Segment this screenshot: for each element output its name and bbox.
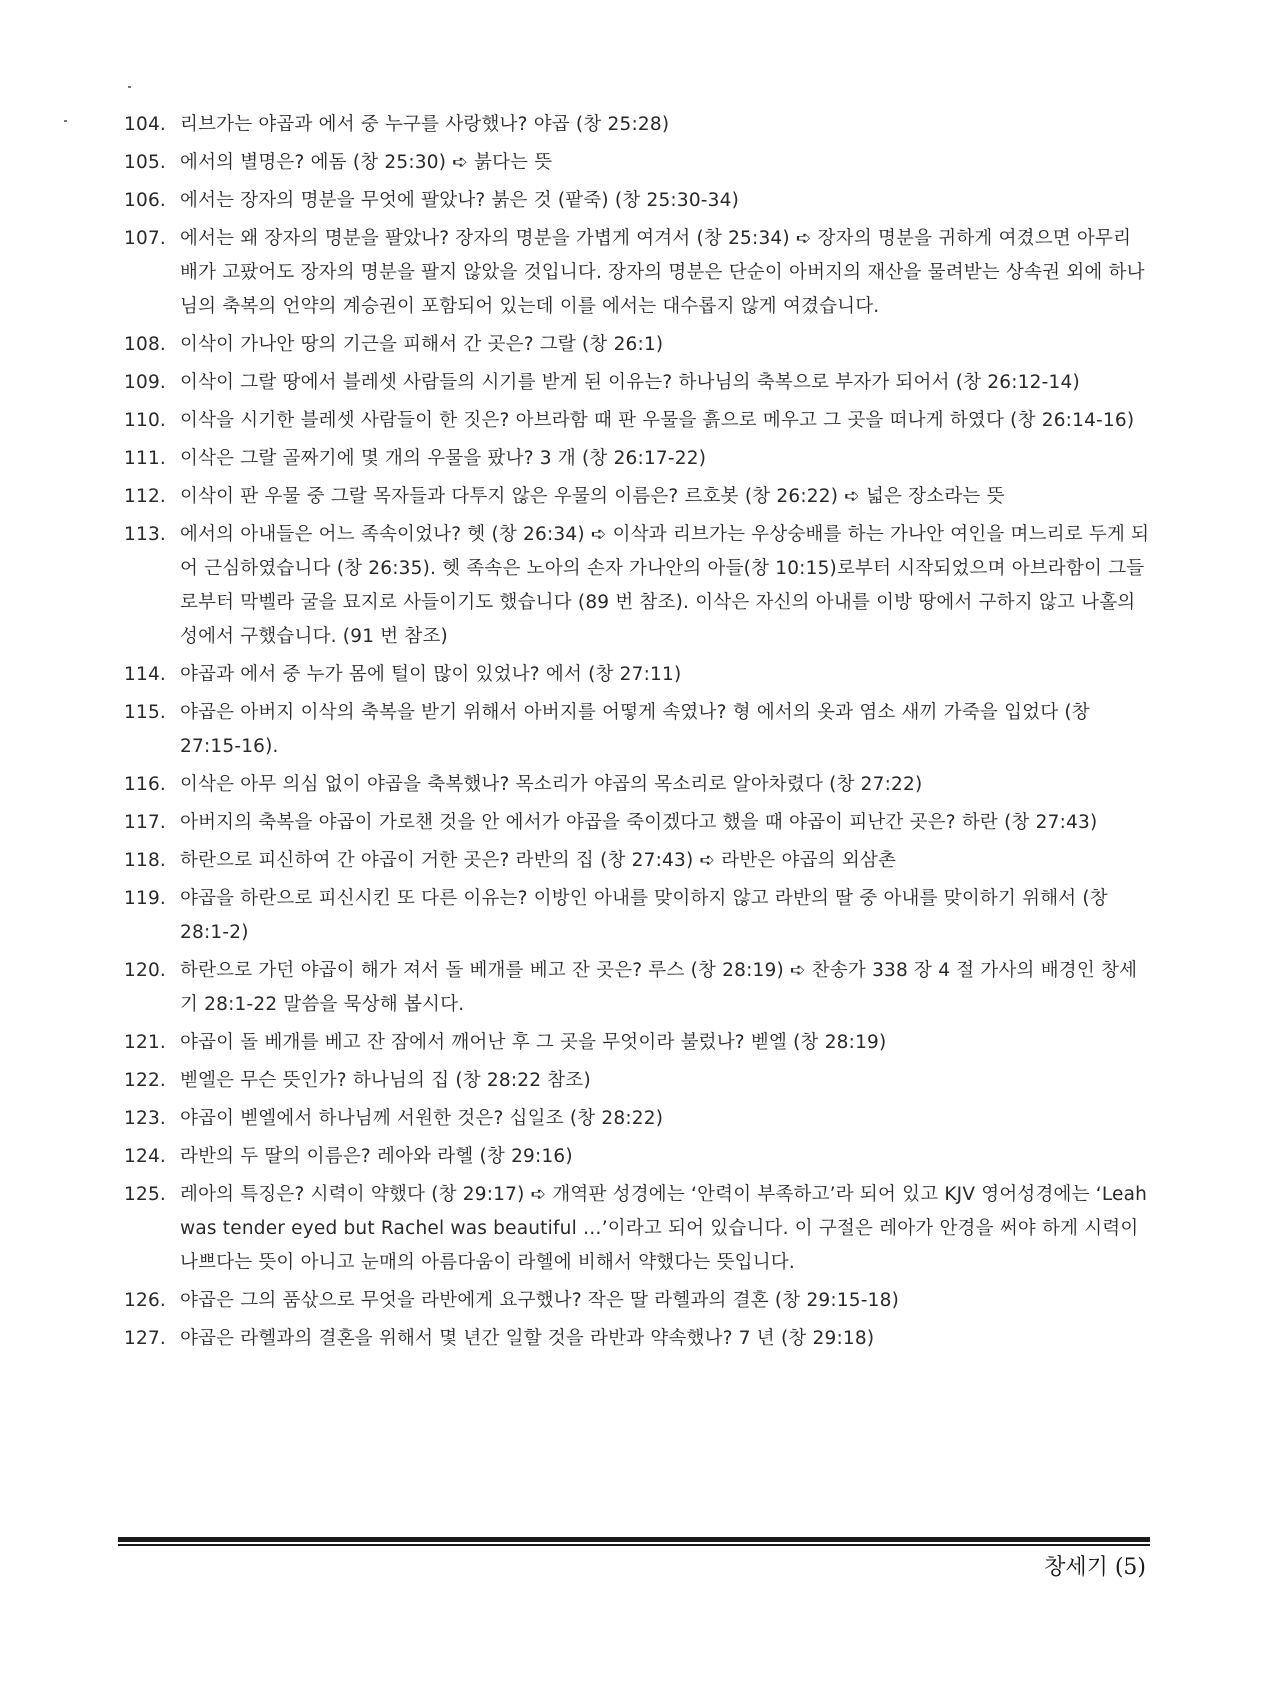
question-item bbox=[124, 1026, 1154, 1060]
question-number: 119. bbox=[124, 888, 166, 909]
question-item bbox=[124, 108, 1154, 142]
question-text: 이삭을 시기한 블레셋 사람들이 한 짓은? 아브라함 때 판 우물을 흙으로 메우고 그 곳을 떠나게 하였다 (창 26:14-16) bbox=[180, 410, 1135, 431]
question-number: 120. bbox=[124, 960, 166, 981]
question-text: 하란으로 가던 야곱이 해가 져서 돌 베개를 베고 잔 곳은? 루스 (창 28:19) ➪ 찬송가 338 장 4 절 가사의 배경인 창세기 28:1-22 말씀을 묵상해 봅시다. bbox=[180, 960, 1138, 1015]
question-item bbox=[124, 882, 1154, 950]
question-text: 이삭이 가나안 땅의 기근을 피해서 간 곳은? 그랄 (창 26:1) bbox=[180, 334, 664, 355]
question-number: 123. bbox=[124, 1108, 166, 1129]
question-number: 121. bbox=[124, 1032, 166, 1053]
footer-rule bbox=[118, 1537, 1150, 1542]
question-number: 118. bbox=[124, 850, 166, 871]
question-text: 에서는 왜 장자의 명분을 팔았나? 장자의 명분을 가볍게 여겨서 (창 25:34) ➪ 장자의 명분을 귀하게 여겼으면 아무리 배가 고팠어도 장자의 명분을 팔지 않았을 것입니다. 장자의 명분은 단순이 아버지의 재산을 물려받는 상속권 외에 하나님의 축복의 언약의 계승권이 포함되어 있는데 이를 에서는 대수롭지 않게 여겼습니다. bbox=[180, 228, 1145, 317]
question-number: 111. bbox=[124, 448, 166, 469]
question-number: 109. bbox=[124, 372, 166, 393]
question-text: 라반의 두 딸의 이름은? 레아와 라헬 (창 29:16) bbox=[180, 1146, 573, 1167]
page-number: 창세기 (5) bbox=[1044, 1555, 1146, 1580]
question-item bbox=[124, 1178, 1154, 1280]
question-text: 이삭이 판 우물 중 그랄 목자들과 다투지 않은 우물의 이름은? 르호봇 (창 26:22) ➪ 넓은 장소라는 뜻 bbox=[180, 486, 1005, 507]
question-text: 하란으로 피신하여 간 야곱이 거한 곳은? 라반의 집 (창 27:43) ➪ 라반은 야곱의 외삼촌 bbox=[180, 850, 897, 871]
question-number: 110. bbox=[124, 410, 166, 431]
question-number: 117. bbox=[124, 812, 166, 833]
question-text: 아버지의 축복을 야곱이 가로챈 것을 안 에서가 야곱을 죽이겠다고 했을 때 야곱이 피난간 곳은? 하란 (창 27:43) bbox=[180, 812, 1098, 833]
footer-rule-thin bbox=[118, 1544, 1150, 1546]
question-number: 114. bbox=[124, 664, 166, 685]
question-text: 야곱은 라헬과의 결혼을 위해서 몇 년간 일할 것을 라반과 약속했나? 7 년 (창 29:18) bbox=[180, 1328, 875, 1349]
question-item bbox=[124, 184, 1154, 218]
question-text: 에서의 별명은? 에돔 (창 25:30) ➪ 붉다는 뜻 bbox=[180, 152, 553, 173]
question-item bbox=[124, 844, 1154, 878]
question-text: 야곱과 에서 중 누가 몸에 털이 많이 있었나? 에서 (창 27:11) bbox=[180, 664, 682, 685]
question-number: 122. bbox=[124, 1070, 166, 1091]
question-number: 113. bbox=[124, 524, 166, 545]
question-item bbox=[124, 768, 1154, 802]
question-item bbox=[124, 146, 1154, 180]
question-number: 126. bbox=[124, 1290, 166, 1311]
question-text: 이삭이 그랄 땅에서 블레셋 사람들의 시기를 받게 된 이유는? 하나님의 축복으로 부자가 되어서 (창 26:12-14) bbox=[180, 372, 1080, 393]
question-text: 벧엘은 무슨 뜻인가? 하나님의 집 (창 28:22 참조) bbox=[180, 1070, 591, 1091]
question-item bbox=[124, 328, 1154, 362]
question-text: 리브가는 야곱과 에서 중 누구를 사랑했나? 야곱 (창 25:28) bbox=[180, 114, 670, 135]
question-number: 108. bbox=[124, 334, 166, 355]
question-item bbox=[124, 1140, 1154, 1174]
question-text: 에서의 아내들은 어느 족속이었나? 헷 (창 26:34) ➪ 이삭과 리브가는 우상숭배를 하는 가나안 여인을 며느리로 두게 되어 근심하였습니다 (창 26:35). 헷 족속은 노아의 손자 가나안의 아들(창 10:15)로부터 시작되었으며 아브라함이 그들로부터 막벨라 굴을 묘지로 사들이기도 했습니다 (89 번 참조). 이삭은 자신의 아내를 이방 땅에서 구하지 않고 나홀의 성에서 구했습니다. (91 번 참조) bbox=[180, 524, 1150, 647]
question-number: 105. bbox=[124, 152, 166, 173]
question-number: 115. bbox=[124, 702, 166, 723]
question-item bbox=[124, 442, 1154, 476]
question-text: 야곱은 그의 품삯으로 무엇을 라반에게 요구했나? 작은 딸 라헬과의 결혼 (창 29:15-18) bbox=[180, 1290, 900, 1311]
question-item bbox=[124, 366, 1154, 400]
question-item bbox=[124, 806, 1154, 840]
question-text: 야곱이 벧엘에서 하나님께 서원한 것은? 십일조 (창 28:22) bbox=[180, 1108, 664, 1129]
scan-speck bbox=[128, 86, 131, 88]
question-text: 야곱을 하란으로 피신시킨 또 다른 이유는? 이방인 아내를 맞이하지 않고 라반의 딸 중 아내를 맞이하기 위해서 (창 28:1-2) bbox=[180, 888, 1108, 943]
question-item bbox=[124, 1102, 1154, 1136]
question-number: 125. bbox=[124, 1184, 166, 1205]
question-text: 야곱은 아버지 이삭의 축복을 받기 위해서 아버지를 어떻게 속였나? 형 에서의 옷과 염소 새끼 가죽을 입었다 (창 27:15-16). bbox=[180, 702, 1090, 757]
question-number: 116. bbox=[124, 774, 166, 795]
question-item bbox=[124, 1284, 1154, 1318]
question-item bbox=[124, 696, 1154, 764]
question-text: 이삭은 아무 의심 없이 야곱을 축복했나? 목소리가 야곱의 목소리로 알아차렸다 (창 27:22) bbox=[180, 774, 923, 795]
question-text: 에서는 장자의 명분을 무엇에 팔았나? 붉은 것 (팥죽) (창 25:30-34) bbox=[180, 190, 740, 211]
question-item bbox=[124, 658, 1154, 692]
question-number: 106. bbox=[124, 190, 166, 211]
question-item bbox=[124, 1322, 1154, 1356]
question-number: 124. bbox=[124, 1146, 166, 1167]
question-item bbox=[124, 954, 1154, 1022]
question-item bbox=[124, 480, 1154, 514]
question-item bbox=[124, 404, 1154, 438]
question-number: 104. bbox=[124, 114, 166, 135]
question-list bbox=[124, 108, 1154, 1360]
question-text: 레아의 특징은? 시력이 약했다 (창 29:17) ➪ 개역판 성경에는 ‘안력이 부족하고’라 되어 있고 KJV 영어성경에는 ‘Leah was tender eyed but Rachel was beautiful …’이라고 되어 있습니다. 이 구절은 레아가 안경을 써야 하게 시력이 나쁘다는 뜻이 아니고 눈매의 아름다움이 라헬에 비해서 약했다는 뜻입니다. bbox=[180, 1184, 1148, 1273]
question-number: 112. bbox=[124, 486, 166, 507]
question-number: 107. bbox=[124, 228, 166, 249]
question-item bbox=[124, 1064, 1154, 1098]
question-number: 127. bbox=[124, 1328, 166, 1349]
question-text: 이삭은 그랄 골짜기에 몇 개의 우물을 팠나? 3 개 (창 26:17-22) bbox=[180, 448, 707, 469]
question-item bbox=[124, 222, 1154, 324]
question-item bbox=[124, 518, 1154, 654]
scan-speck bbox=[64, 120, 67, 122]
question-text: 야곱이 돌 베개를 베고 잔 잠에서 깨어난 후 그 곳을 무엇이라 불렀나? 벧엘 (창 28:19) bbox=[180, 1032, 887, 1053]
